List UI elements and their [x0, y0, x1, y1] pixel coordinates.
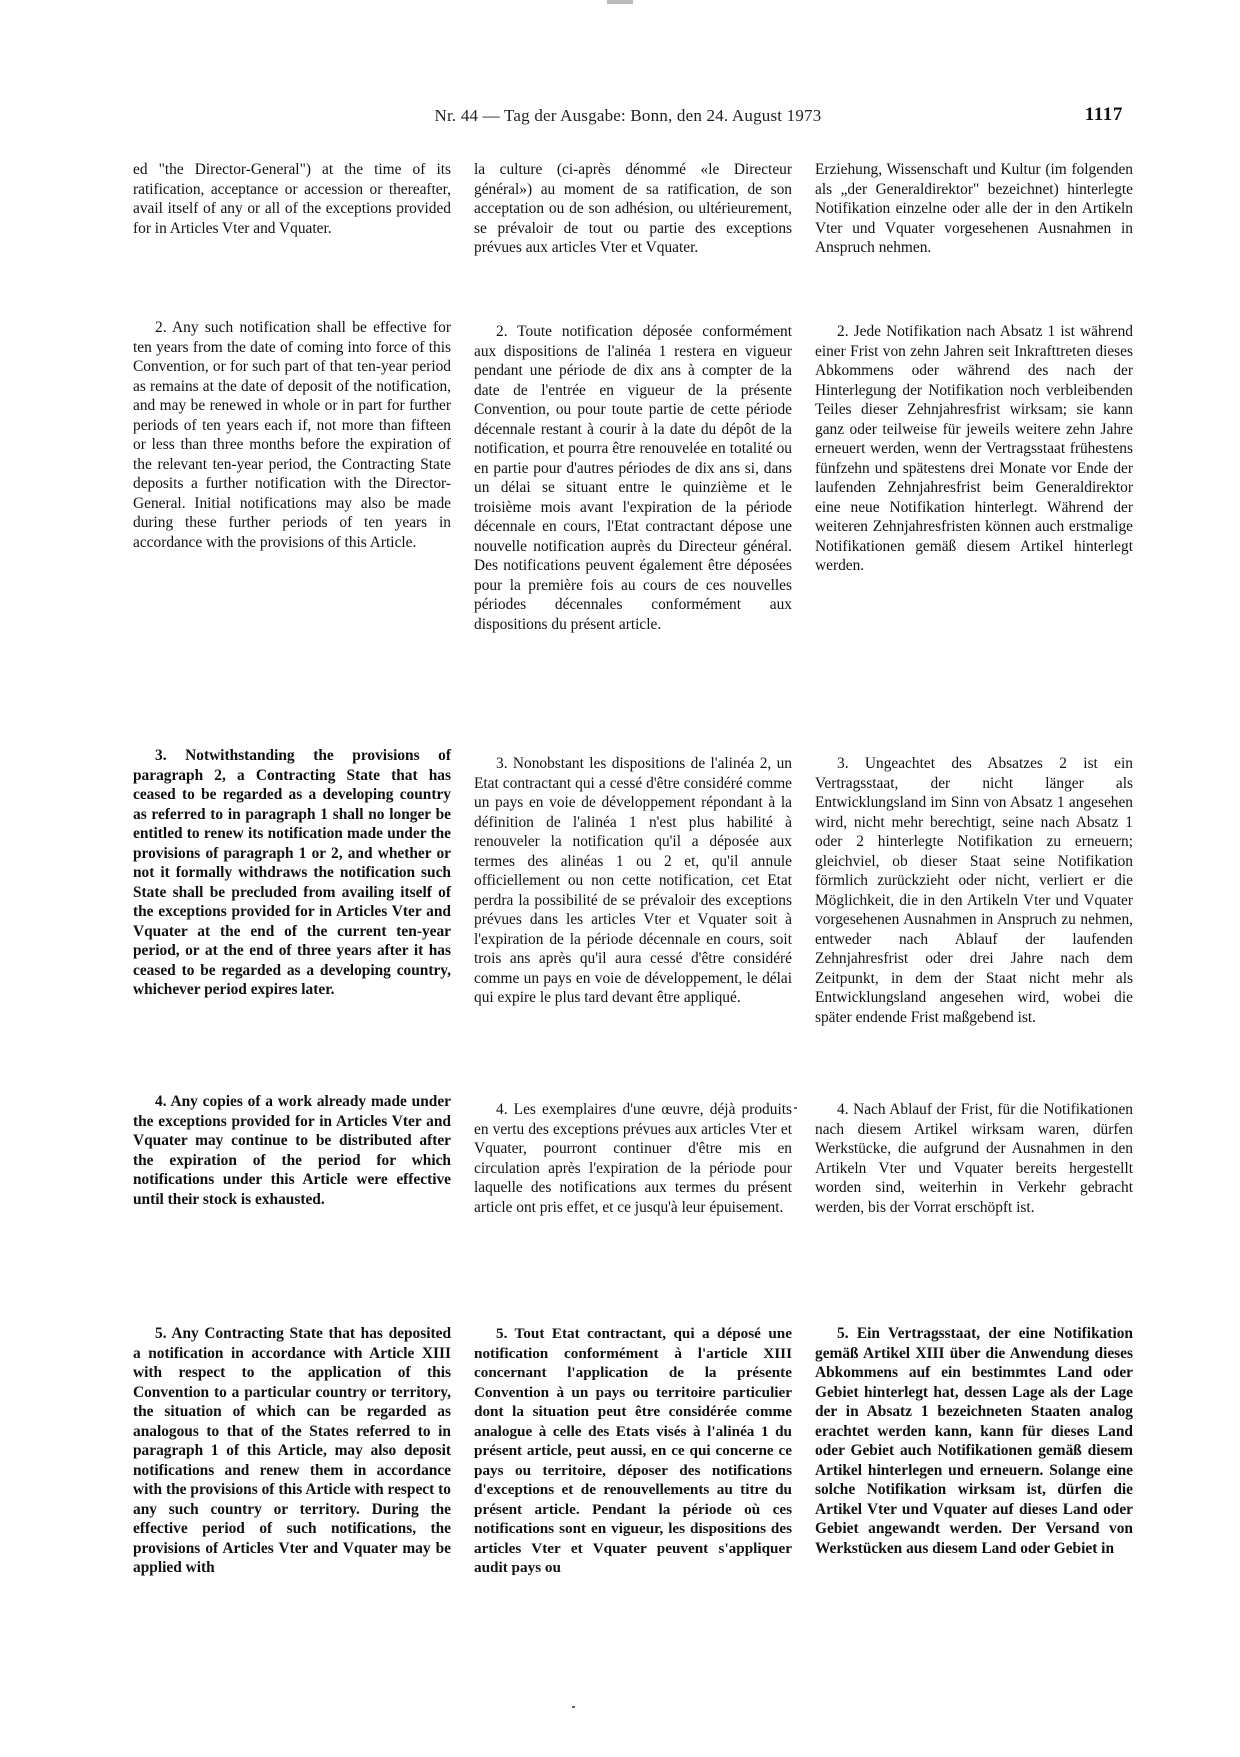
scan-speck — [794, 1107, 797, 1109]
german-paragraph-1-continuation: Erziehung, Wissenschaft und Kultur (im folgenden als „der Generaldirektor" bezeichnet) hinterlegte Notifikation einzelne oder alle der in den Artikeln Vter und Vquater vorgesehenen Ausnahmen in Anspruch nehmen. — [815, 161, 1133, 256]
german-paragraph-4: 4. Nach Ablauf der Frist, für die Notifikationen nach diesem Artikel wirksam waren, dürfen Werkstücke, die aufgrund der Ausnahmen in den Artikeln Vter und Vquater bereits hergestellt worden sind, weiterhin in Verkehr gebracht werden, bis der Vorrat erschöpft ist. — [815, 1101, 1133, 1216]
english-paragraph-3: 3. Notwithstanding the provisions of paragraph 2, a Contracting State that has ceased to be regarded as a developing country as referred to in paragraph 1 shall no longer be entitled to renew its notification made under the provisions of paragraph 1 or 2, and whether or not it formally withdraws the notification such State shall be precluded from availing itself of the exceptions provided for in Articles Vter and Vquater at the end of the current ten-year period, or at the end of three years after it has ceased to be regarded as a developing country, whichever period expires later. — [133, 747, 451, 998]
french-paragraph-3: 3. Nonobstant les dispositions de l'alinéa 2, un Etat contractant qui a cessé d'être considéré comme un pays en voie de développement répondant à la définition de l'alinéa 1 n'est plus habilité à renouveler la notification qu'il a déposée aux termes des alinéas 1 ou 2 et, qu'il annule officiellement ou non cette notification, cet Etat perdra la possibilité de se prévaloir des exceptions prévues dans les articles Vter et Vquater soit à l'expiration de la période décennale en cours, soit trois ans après qu'il aura cessé d'être considéré comme un pays en voie de développement, le délai qui expire le plus tard devant être appliqué. — [474, 755, 792, 1006]
english-paragraph-1-continuation: ed "the Director-General") at the time of its ratification, acceptance or accession or thereafter, avail itself of any or all of the exceptions provided for in Articles Vter and Vquater. — [133, 161, 451, 237]
french-paragraph-2: 2. Toute notification déposée conformément aux dispositions de l'alinéa 1 restera en vigueur pendant une période de dix ans à compter de la date de l'entrée en vigueur de la présente Convention, ou pour toute partie de cette période décennale restant à courir à la date du dépôt de la notification, et pourra être renouvelée en totalité ou en partie pour d'autres périodes de dix ans si, dans un délai se situant entre le quinzième et le troisième mois avant l'expiration de la période décennale en cours, l'Etat contractant dépose une nouvelle notification auprès du Directeur général. Des notifications peuvent également être déposées pour la première fois au cours de ces nouvelles périodes décennales conformément aux dispositions du présent article. — [474, 323, 792, 633]
english-paragraph-4: 4. Any copies of a work already made under the exceptions provided for in Articles Vter and Vquater may continue to be distributed after the expiration of the period for which notifications under this Article were effective until their stock is exhausted. — [133, 1093, 451, 1208]
english-paragraph-2: 2. Any such notification shall be effective for ten years from the date of coming into force of this Convention, or for such part of that ten-year period as remains at the date of deposit of the notification, and may be renewed in whole or in part for further periods of ten years each if, not more than fifteen or less than three months before the expiration of the relevant ten-year period, the Contracting State deposits a further notification with the Director-General. Initial notifications may also be made during these further periods of ten years in accordance with the provisions of this Article. — [133, 319, 451, 551]
scan-artifact — [607, 0, 633, 4]
header-title: Nr. 44 — Tag der Ausgabe: Bonn, den 24. August 1973 — [434, 106, 822, 125]
french-paragraph-5: 5. Tout Etat contractant, qui a déposé une notification conformément à l'article XIII concernant l'application de la présente Convention à un pays ou territoire particulier dont la situation peut être considérée comme analogue à celle des Etats visés à l'alinéa 1 du présent article, peut aussi, en ce qui concerne ce pays ou territoire, déposer des notifications d'exceptions et de renouvellements au titre du présent article. Pendant la période où ces notifications sont en vigueur, les dispositions des articles Vter et Vquater peuvent s'appliquer audit pays ou — [474, 1325, 792, 1576]
german-paragraph-3: 3. Ungeachtet des Absatzes 2 ist ein Vertragsstaat, der nicht länger als Entwicklungsland im Sinn von Absatz 1 angesehen wird, nicht mehr berechtigt, seine nach Absatz 1 oder 2 hinterlegte Notifikation zu erneuern; gleichviel, ob dieser Staat seine Notifikation förmlich zurückzieht oder nicht, verliert er die Möglichkeit, die in den Artikeln Vter und Vquater vorgesehenen Ausnahmen in Anspruch zu nehmen, entweder nach Ablauf der laufenden Zehnjahresfrist oder drei Jahre nach dem Zeitpunkt, in dem der Staat nicht mehr als Entwicklungsland angesehen wird, wobei die später endende Frist maßgebend ist. — [815, 755, 1133, 1026]
scan-speck — [572, 1706, 575, 1708]
page-number: 1117 — [1084, 104, 1123, 125]
page-header — [133, 106, 1123, 136]
english-paragraph-5: 5. Any Contracting State that has deposited a notification in accordance with Article XIII with respect to the application of this Convention to a particular country or territory, the situation of which can be regarded as analogous to that of the States referred to in paragraph 1 of this Article, may also deposit notifications and renew them in accordance with the provisions of this Article with respect to any such country or territory. During the effective period of such notifications, the provisions of Articles Vter and Vquater may be applied with — [133, 1325, 451, 1576]
german-paragraph-5: 5. Ein Vertragsstaat, der eine Notifikation gemäß Artikel XIII über die Anwendung dieses Abkommens auf ein bestimmtes Land oder Gebiet hinterlegt hat, dessen Lage als der Lage der in Absatz 1 bezeichneten Staaten analog erachtet werden kann, kann für dieses Land oder Gebiet auch Notifikationen gemäß diesem Artikel hinterlegen und erneuern. Solange eine solche Notifikation wirksam ist, dürfen die Artikel Vter und Vquater auf dieses Land oder Gebiet angewandt werden. Der Versand von Werkstücken aus diesem Land oder Gebiet in — [815, 1325, 1133, 1557]
french-paragraph-1-continuation: la culture (ci-après dénommé «le Directeur général») au moment de sa ratification, de son acceptation ou de son adhésion, ou ultérieurement, se prévaloir de tout ou partie des exceptions prévues aux articles Vter et Vquater. — [474, 161, 792, 256]
french-paragraph-4: 4. Les exemplaires d'une œuvre, déjà produits en vertu des exceptions prévues aux articles Vter et Vquater, pourront continuer d'être mis en circulation après l'expiration de la période pour laquelle des notifications aux termes du présent article ont pris effet, et ce jusqu'à leur épuisement. — [474, 1101, 792, 1216]
german-paragraph-2: 2. Jede Notifikation nach Absatz 1 ist während einer Frist von zehn Jahren seit Inkrafttreten dieses Abkommens oder während des nach der Hinterlegung der Notifikation noch verbleibenden Teiles dieser Zehnjahresfrist wirksam; sie kann ganz oder teilweise für jeweils weitere zehn Jahre erneuert werden, wenn der Vertragsstaat frühestens fünfzehn und spätestens drei Monate vor Ende der laufenden Zehnjahresfrist beim Generaldirektor eine neue Notifikation hinterlegt. Während der weiteren Zehnjahresfristen können auch erstmalige Notifikationen gemäß diesem Artikel hinterlegt werden. — [815, 323, 1133, 574]
